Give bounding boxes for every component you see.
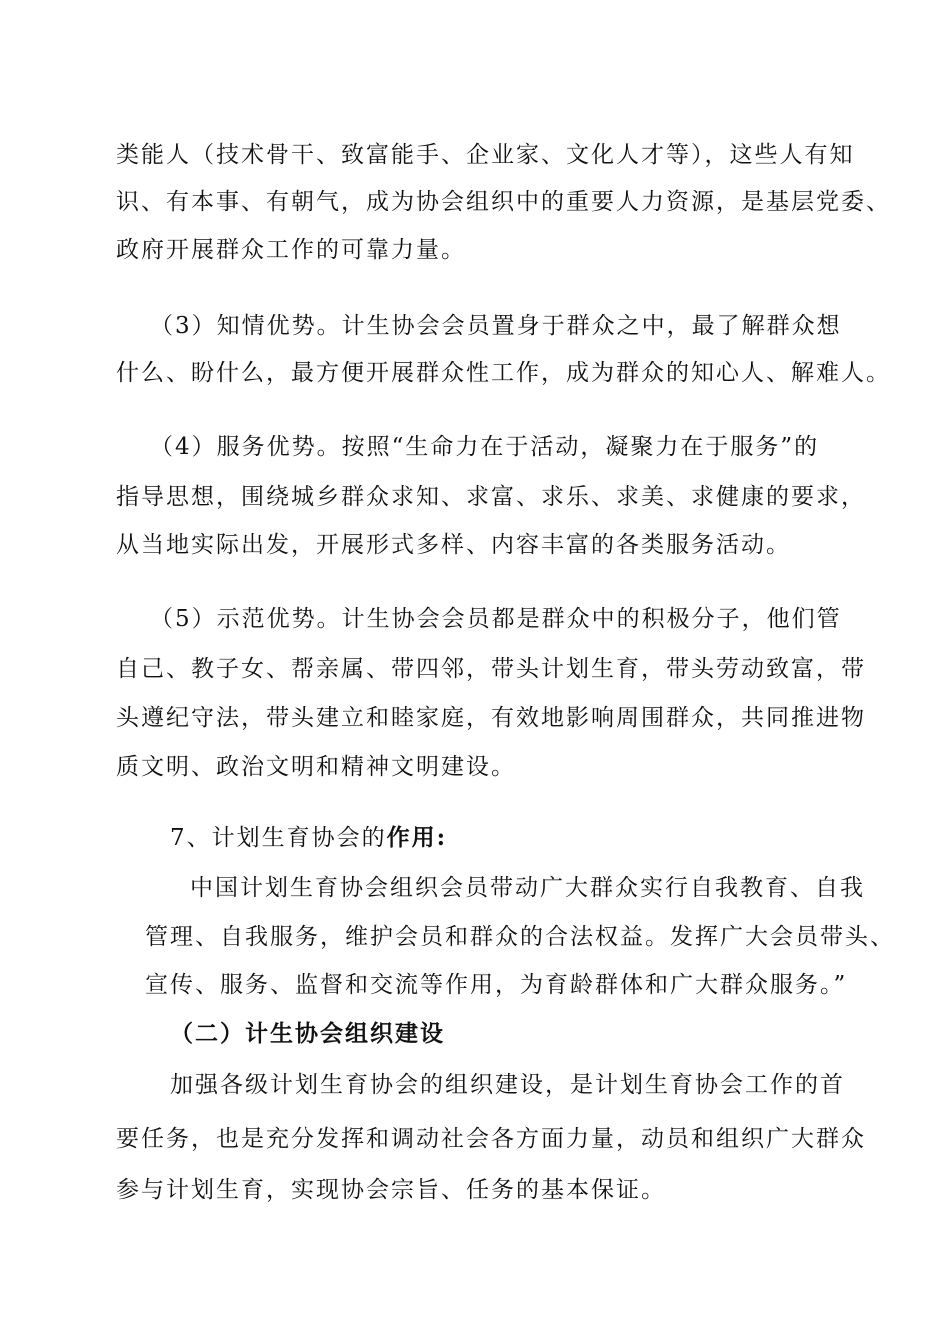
paragraph-line: 识、有本事、有朝气，成为协会组织中的重要人力资源，是基层党委、 — [116, 189, 891, 215]
paragraph-line: 宣传、服务、监督和交流等作用，为育龄群体和广大群众服务。” — [145, 972, 848, 998]
paragraph-line: 管理、自我服务，维护会员和群众的合法权益。发挥广大会员带头、 — [145, 924, 895, 950]
paragraph-line: 自己、教子女、帮亲属、带四邻，带头计划生育，带头劳动致富，带 — [116, 656, 866, 682]
paragraph-line: 要任务，也是充分发挥和调动社会各方面力量，动员和组织广大群众 — [116, 1126, 866, 1152]
paragraph-line: 指导思想，围绕城乡群众求知、求富、求乐、求美、求健康的要求， — [116, 484, 866, 510]
paragraph-line: 中国计划生育协会组织会员带动广大群众实行自我教育、自我 — [190, 875, 865, 901]
heading-bold-text: 作用: — [386, 824, 448, 851]
paragraph-line: （3）知情优势。计生协会会员置身于群众之中，最了解群众想 — [150, 313, 842, 339]
paragraph-line: （5）示范优势。计生协会会员都是群众中的积极分子，他们管 — [150, 606, 842, 632]
paragraph-line: 加强各级计划生育协会的组织建设，是计划生育协会工作的首 — [170, 1072, 845, 1098]
paragraph-line: 政府开展群众工作的可靠力量。 — [116, 237, 466, 263]
paragraph-line: 什么、盼什么，最方便开展群众性工作，成为群众的知心人、解难人。 — [116, 360, 891, 386]
paragraph-line: 质文明、政治文明和精神文明建设。 — [116, 754, 516, 780]
section-heading — [170, 823, 447, 853]
paragraph-line: 从当地实际出发，开展形式多样、内容丰富的各类服务活动。 — [116, 532, 791, 558]
section-heading: （二）计生协会组织建设 — [170, 1020, 445, 1047]
paragraph-line: （4）服务优势。按照“生命力在于活动，凝聚力在于服务”的 — [150, 434, 820, 460]
paragraph-line: 类能人（技术骨干、致富能手、企业家、文化人才等），这些人有知 — [116, 142, 855, 168]
heading-text: 7、计划生育协会的 — [170, 825, 387, 851]
paragraph-line: 头遵纪守法，带头建立和睦家庭，有效地影响周围群众，共同推进物 — [116, 705, 866, 731]
paragraph-line: 参与计划生育，实现协会宗旨、任务的基本保证。 — [116, 1177, 666, 1203]
